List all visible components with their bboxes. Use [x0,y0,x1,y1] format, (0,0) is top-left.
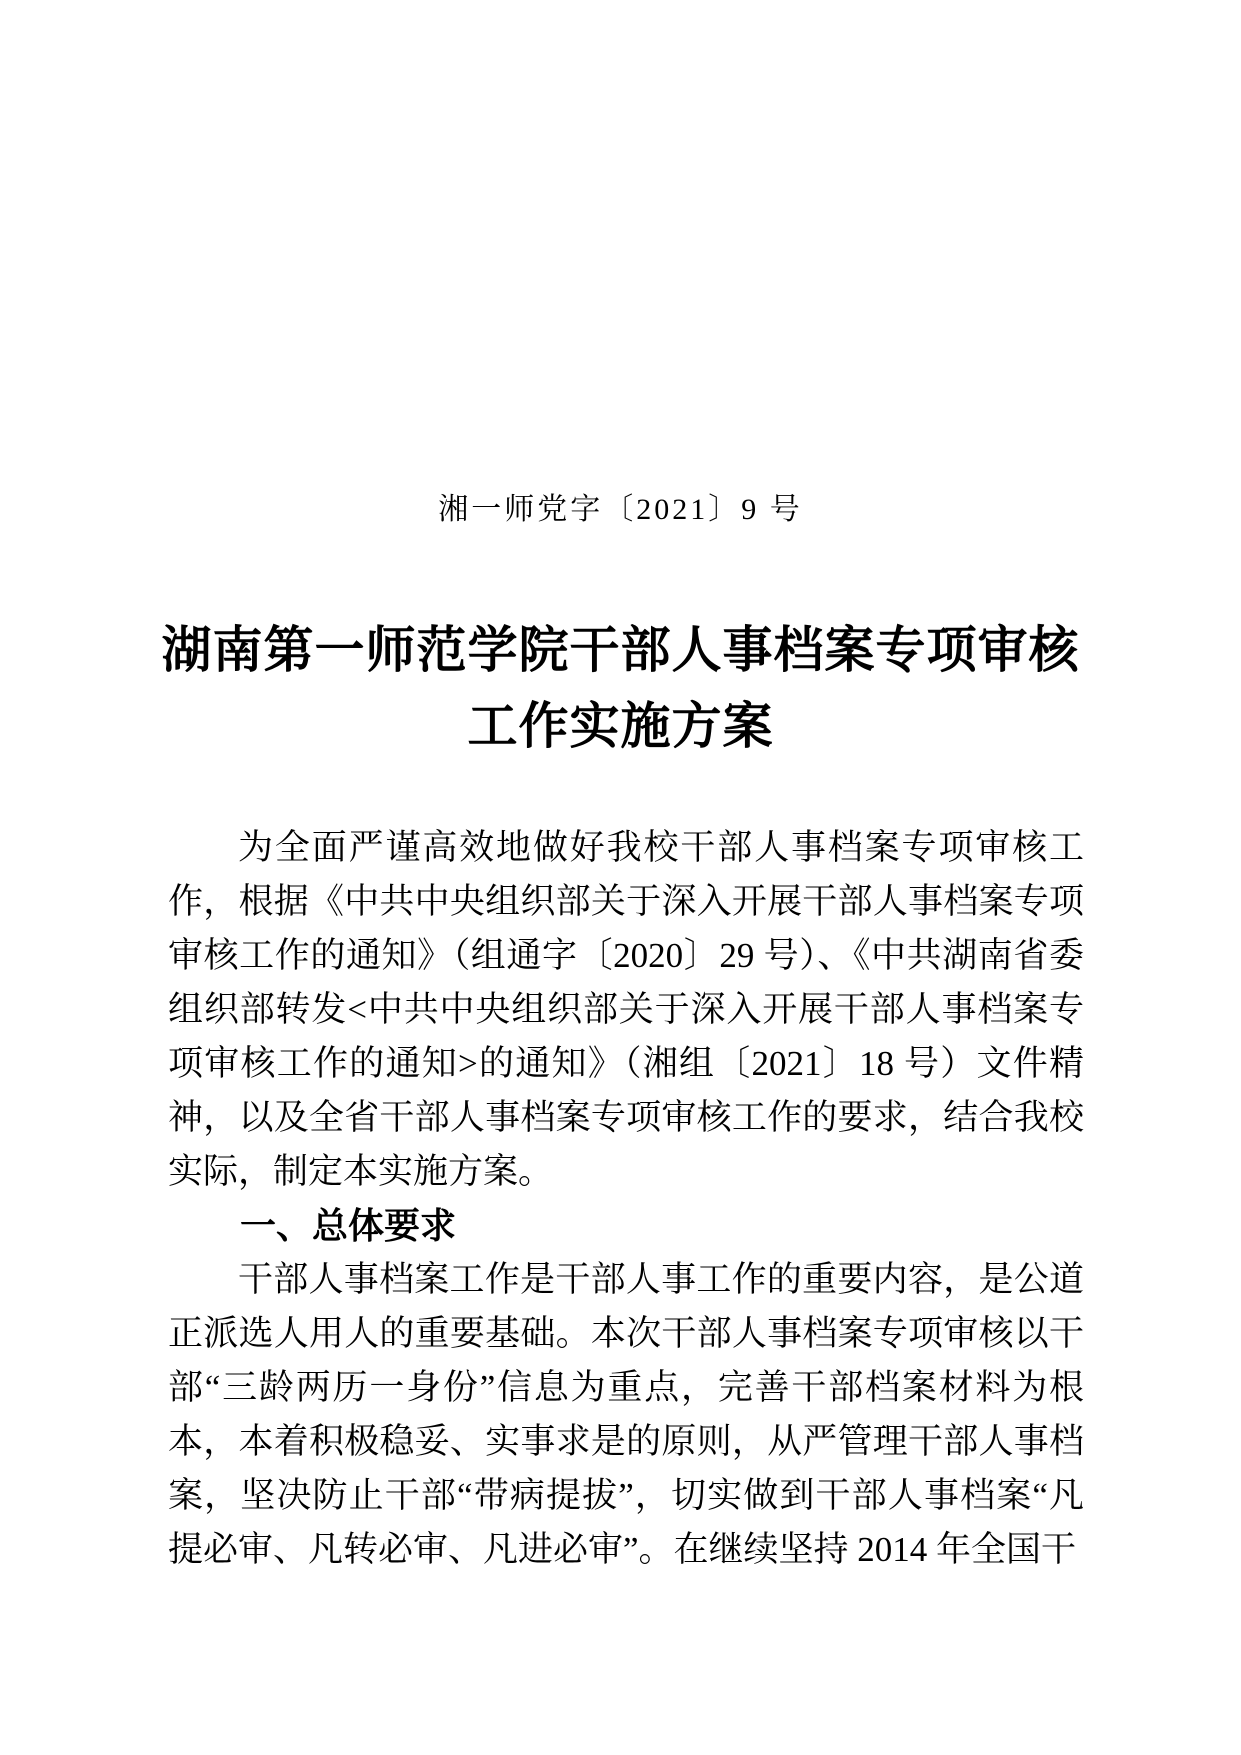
section-heading-overall-requirements: 一、总体要求 [240,1205,457,1246]
paragraph-overall-requirements: 干部人事档案工作是干部人事工作的重要内容，是公道正派选人用人的重要基础。本次干部人事档案专项审核以干部“三龄两历一身份”信息为重点，完善干部档案材料为根本，本着积极稳妥、实事求是的原则，从严管理干部人事档案，坚决防止干部“带病提拔”，切实做到干部人事档案“凡提必审、凡转必审、凡进必审”。在继续坚持 2014 年全国干 [168,1260,1084,1569]
document-title-line1: 湖南第一师范学院干部人事档案专项审核 [161,622,1080,678]
document-title-line2: 工作实施方案 [467,698,774,754]
document-body [168,821,1084,1577]
paragraph-intro: 为全面严谨高效地做好我校干部人事档案专项审核工作，根据《中共中央组织部关于深入开展干部人事档案专项审核工作的通知》（组通字〔2020〕29 号）、《中共湖南省委组织部转发<中共中央组织部关于深入开展干部人事档案专项审核工作的通知>的通知》（湘组〔2021〕18 号）文件精神，以及全省干部人事档案专项审核工作的要求，结合我校实际，制定本实施方案。 [168,828,1084,1191]
document-number: 湘一师党字〔2021〕9 号 [438,493,803,526]
document-title [0,612,1241,764]
